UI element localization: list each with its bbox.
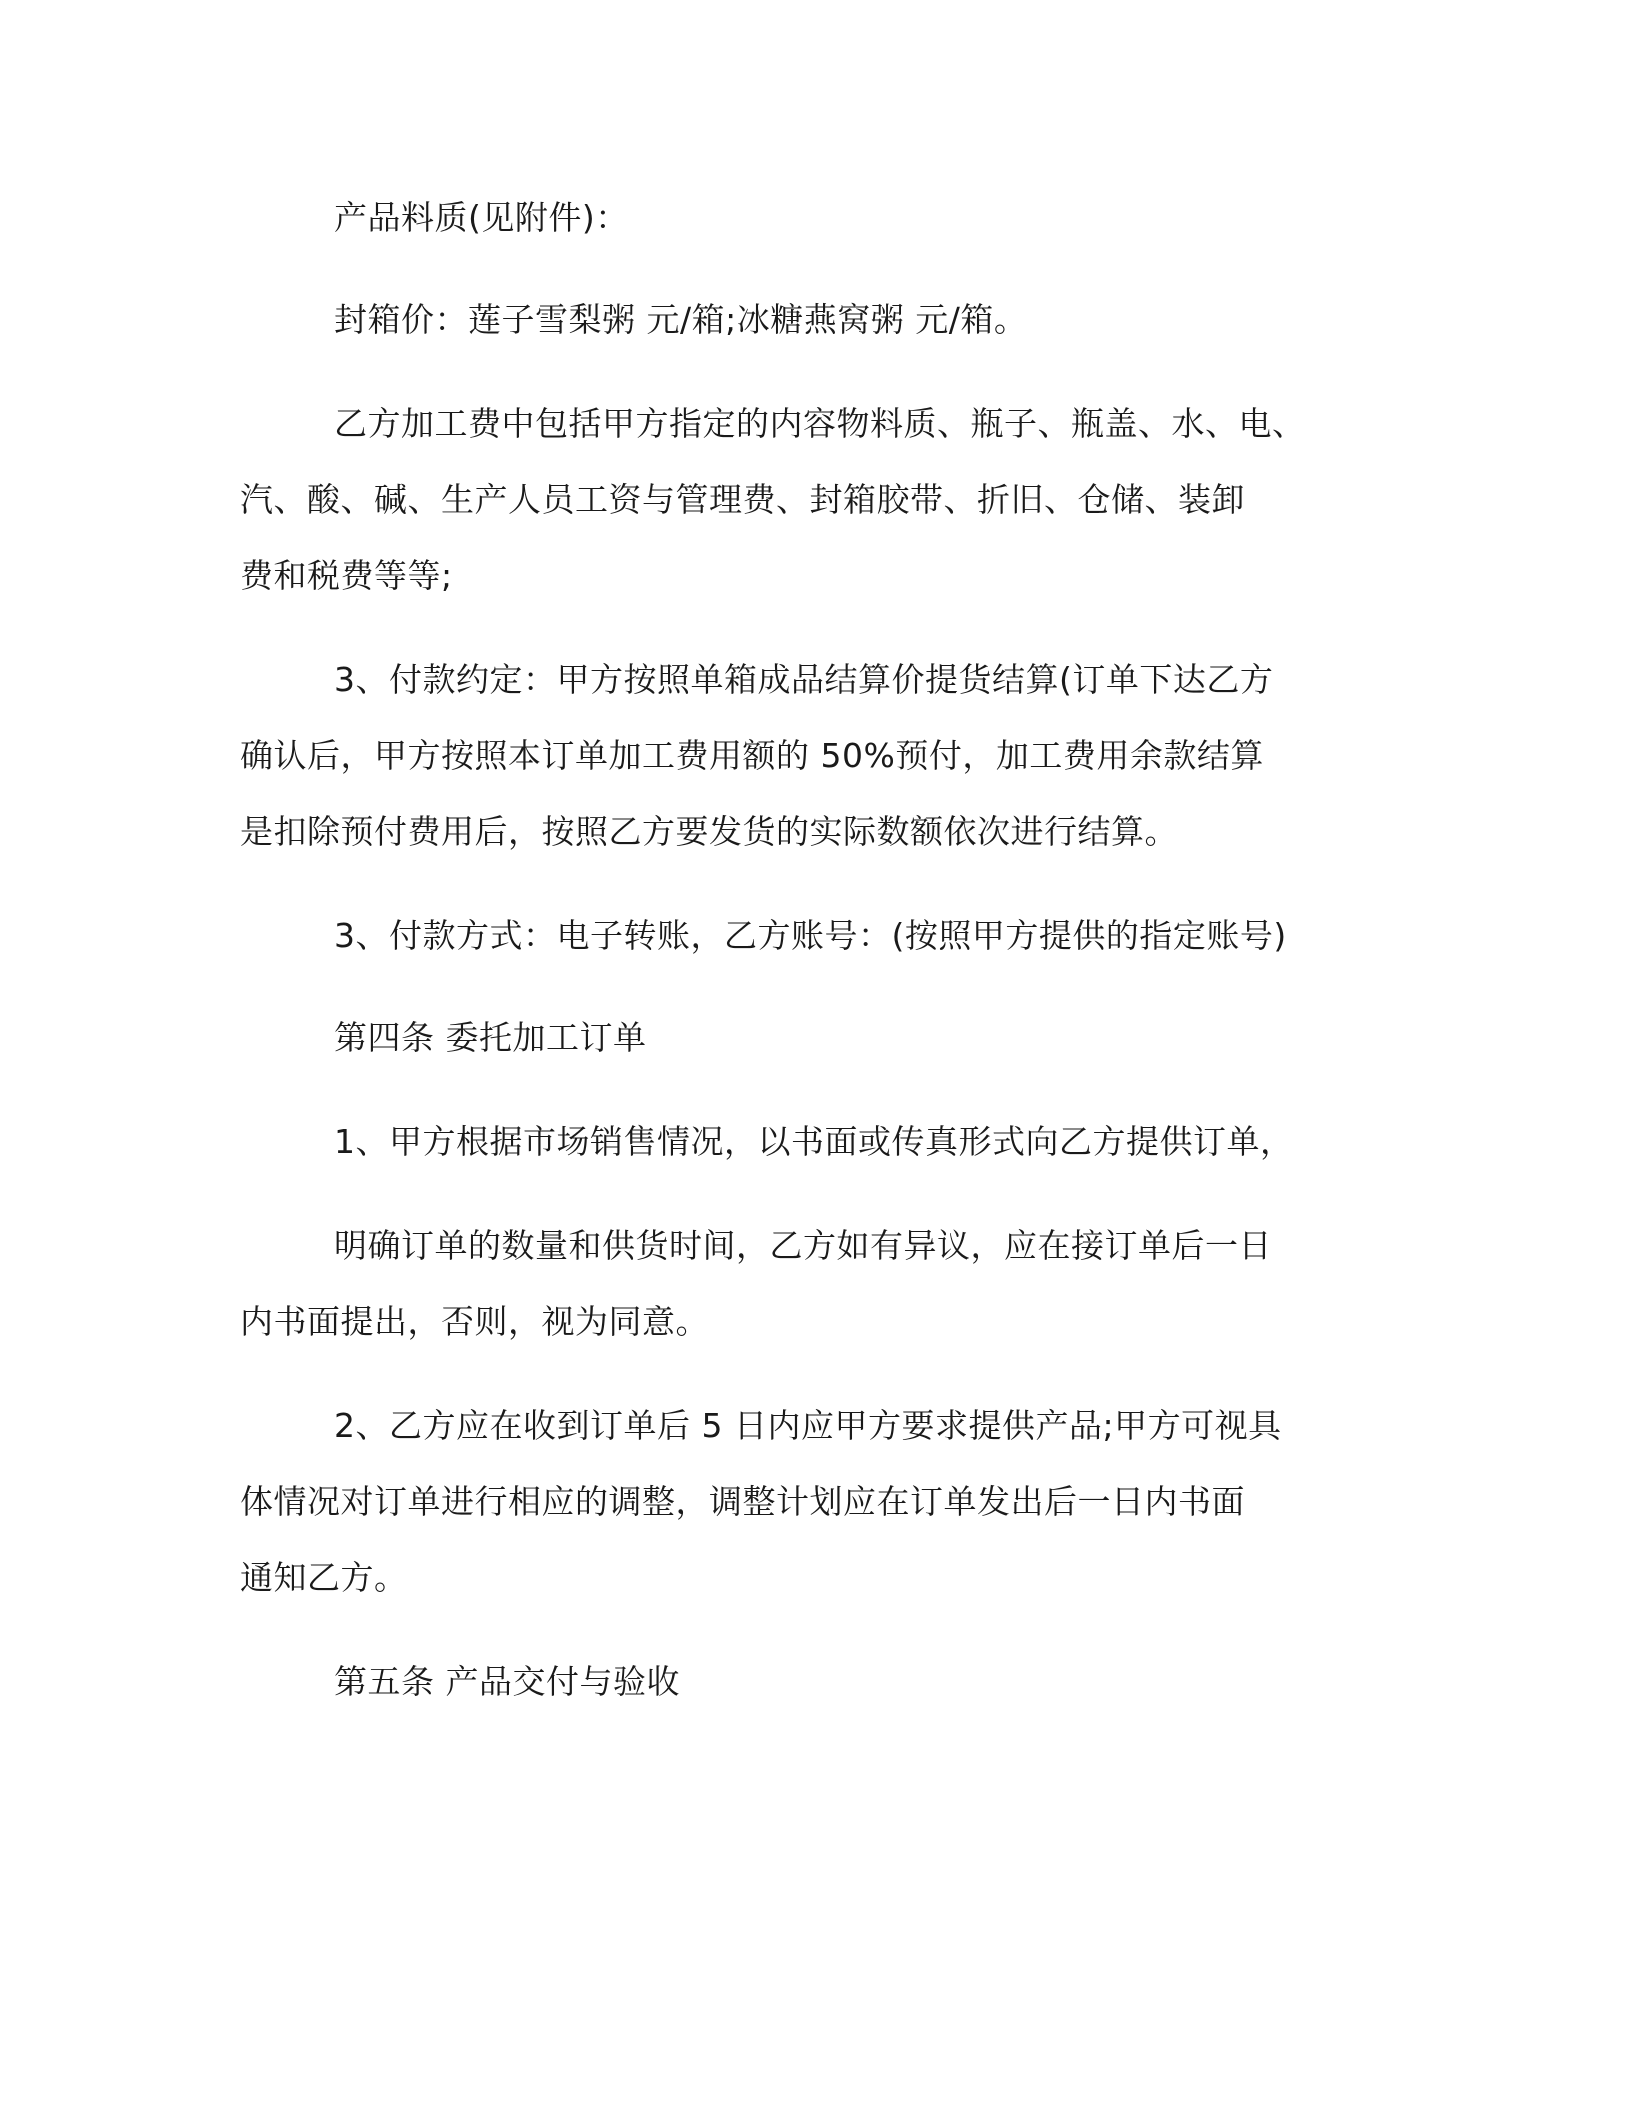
order-clause-2-line-1: 2、乙方应在收到订单后 5 日内应甲方要求提供产品;甲方可视具 xyxy=(334,1406,1282,1445)
article-four-heading: 第四条 委托加工订单 xyxy=(334,1018,647,1057)
payment-agreement-line-2: 确认后，甲方按照本订单加工费用额的 50%预付，加工费用余款结算 xyxy=(240,736,1264,775)
processing-fee-line-1: 乙方加工费中包括甲方指定的内容物料质、瓶子、瓶盖、水、电、 xyxy=(334,404,1306,443)
order-clause-1-line: 1、甲方根据市场销售情况，以书面或传真形式向乙方提供订单， xyxy=(334,1122,1294,1161)
sealing-price-line: 封箱价：莲子雪梨粥 元/箱;冰糖燕窝粥 元/箱。 xyxy=(334,300,1028,339)
order-clause-2-line-2: 体情况对订单进行相应的调整，调整计划应在订单发出后一日内书面 xyxy=(240,1482,1245,1521)
payment-agreement-line-3: 是扣除预付费用后，按照乙方要发货的实际数额依次进行结算。 xyxy=(240,812,1178,851)
payment-method-line: 3、付款方式：电子转账，乙方账号：(按照甲方提供的指定账号) xyxy=(334,916,1287,955)
article-five-heading: 第五条 产品交付与验收 xyxy=(334,1662,680,1701)
order-confirmation-line-1: 明确订单的数量和供货时间，乙方如有异议，应在接订单后一日 xyxy=(334,1226,1272,1265)
processing-fee-line-2: 汽、酸、碱、生产人员工资与管理费、封箱胶带、折旧、仓储、装卸 xyxy=(240,480,1245,519)
payment-agreement-line-1: 3、付款约定：甲方按照单箱成品结算价提货结算(订单下达乙方 xyxy=(334,660,1274,699)
order-confirmation-line-2: 内书面提出，否则，视为同意。 xyxy=(240,1302,709,1341)
material-quality-line: 产品料质(见附件)： xyxy=(334,198,629,237)
processing-fee-line-3: 费和税费等等; xyxy=(240,556,453,595)
order-clause-2-line-3: 通知乙方。 xyxy=(240,1558,408,1597)
